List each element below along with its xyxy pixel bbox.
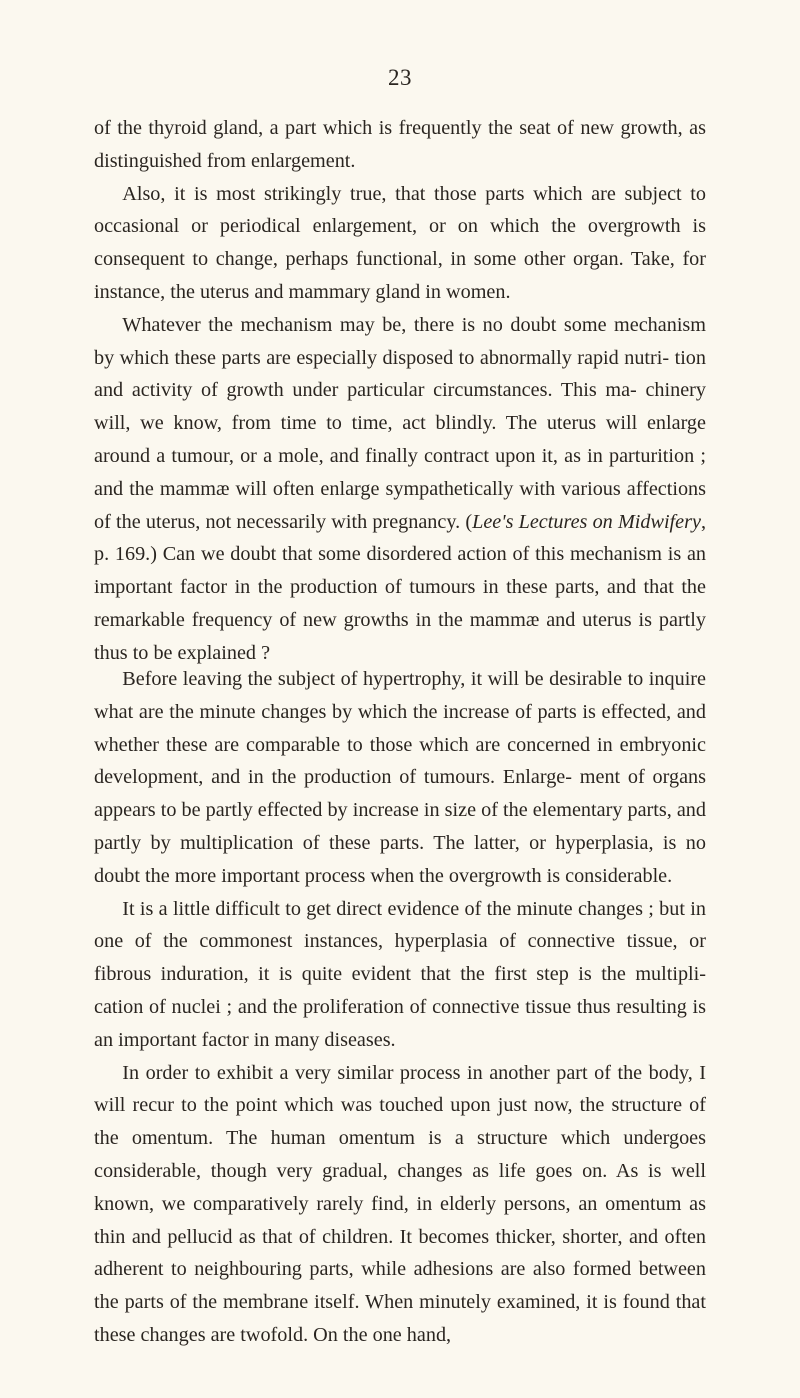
paragraph-mechanism [94,309,706,670]
text-block-upper [94,112,706,670]
citation-lees-lectures: Lee's Lectures on Midwifery [472,510,701,533]
paragraph-thyroid-continuation: of the thyroid gland, a part which is frequently the seat of new growth, as distinguished from enlargement. [94,117,706,172]
paragraph-omentum: In order to exhibit a very similar process in another part of the body, I will recur to the point which was touched upon just now, the structure of the omentum. The human omentum is a structure which undergoes considerable, though very gradual, changes as life goes on. As is well known, we comparatively rarely find, in elderly persons, an omentum as thin and pellucid as that of children. It becomes thicker, shorter, and often adherent to neighbouring parts, while adhesions are also formed between the parts of the membrane itself. When minutely examined, it is found that these changes are twofold. On the one hand, [94,1061,706,1346]
paragraph-mechanism-text-a: Whatever the mechanism may be, there is no doubt some mechanism by which these parts are especially disposed to abnormally rapid nutri- tion and activity of growth under particular circumstances. This ma- chinery will, we know, from time to time, act blindly. The uterus will enlarge around a tumour, or a mole, and finally contract upon it, as in parturition ; and the mammæ will often enlarge sympathetically with various affections of the uterus, not necessarily with pregnancy. ( [94,313,706,533]
text-block-lower [94,663,706,1352]
paragraph-mechanism-text-b: , p. 169.) Can we doubt that some disordered action of this mechanism is an important factor in the production of tumours in these parts, and that the remarkable frequency of new growths in the mammæ and uterus is partly thus to be explained ? [94,510,706,664]
paragraph-periodical-enlargement: Also, it is most strikingly true, that those parts which are subject to occasional or periodical enlargement, or on which the overgrowth is consequent to change, perhaps functional, in some other organ. Take, for instance, the uterus and mammary gland in women. [94,182,706,303]
paragraph-hypertrophy: Before leaving the subject of hypertrophy, it will be desirable to inquire what are the minute changes by which the increase of parts is effected, and whether these are comparable to those which are concerned in embryonic development, and in the production of tumours. Enlarge- ment of organs appears to be partly effected by increase in size of the elementary parts, and partly by multiplication of these parts. The latter, or hyperplasia, is no doubt the more important process when the overgrowth is considerable. [94,668,706,887]
page-number: 23 [388,65,412,90]
paragraph-minute-changes: It is a little difficult to get direct evidence of the minute changes ; but in one of the commonest instances, hyperplasia of connective tissue, or fibrous induration, it is quite evident that the first step is the multipli- cation of nuclei ; and the proliferation of connective tissue thus resulting is an important factor in many diseases. [94,897,706,1051]
